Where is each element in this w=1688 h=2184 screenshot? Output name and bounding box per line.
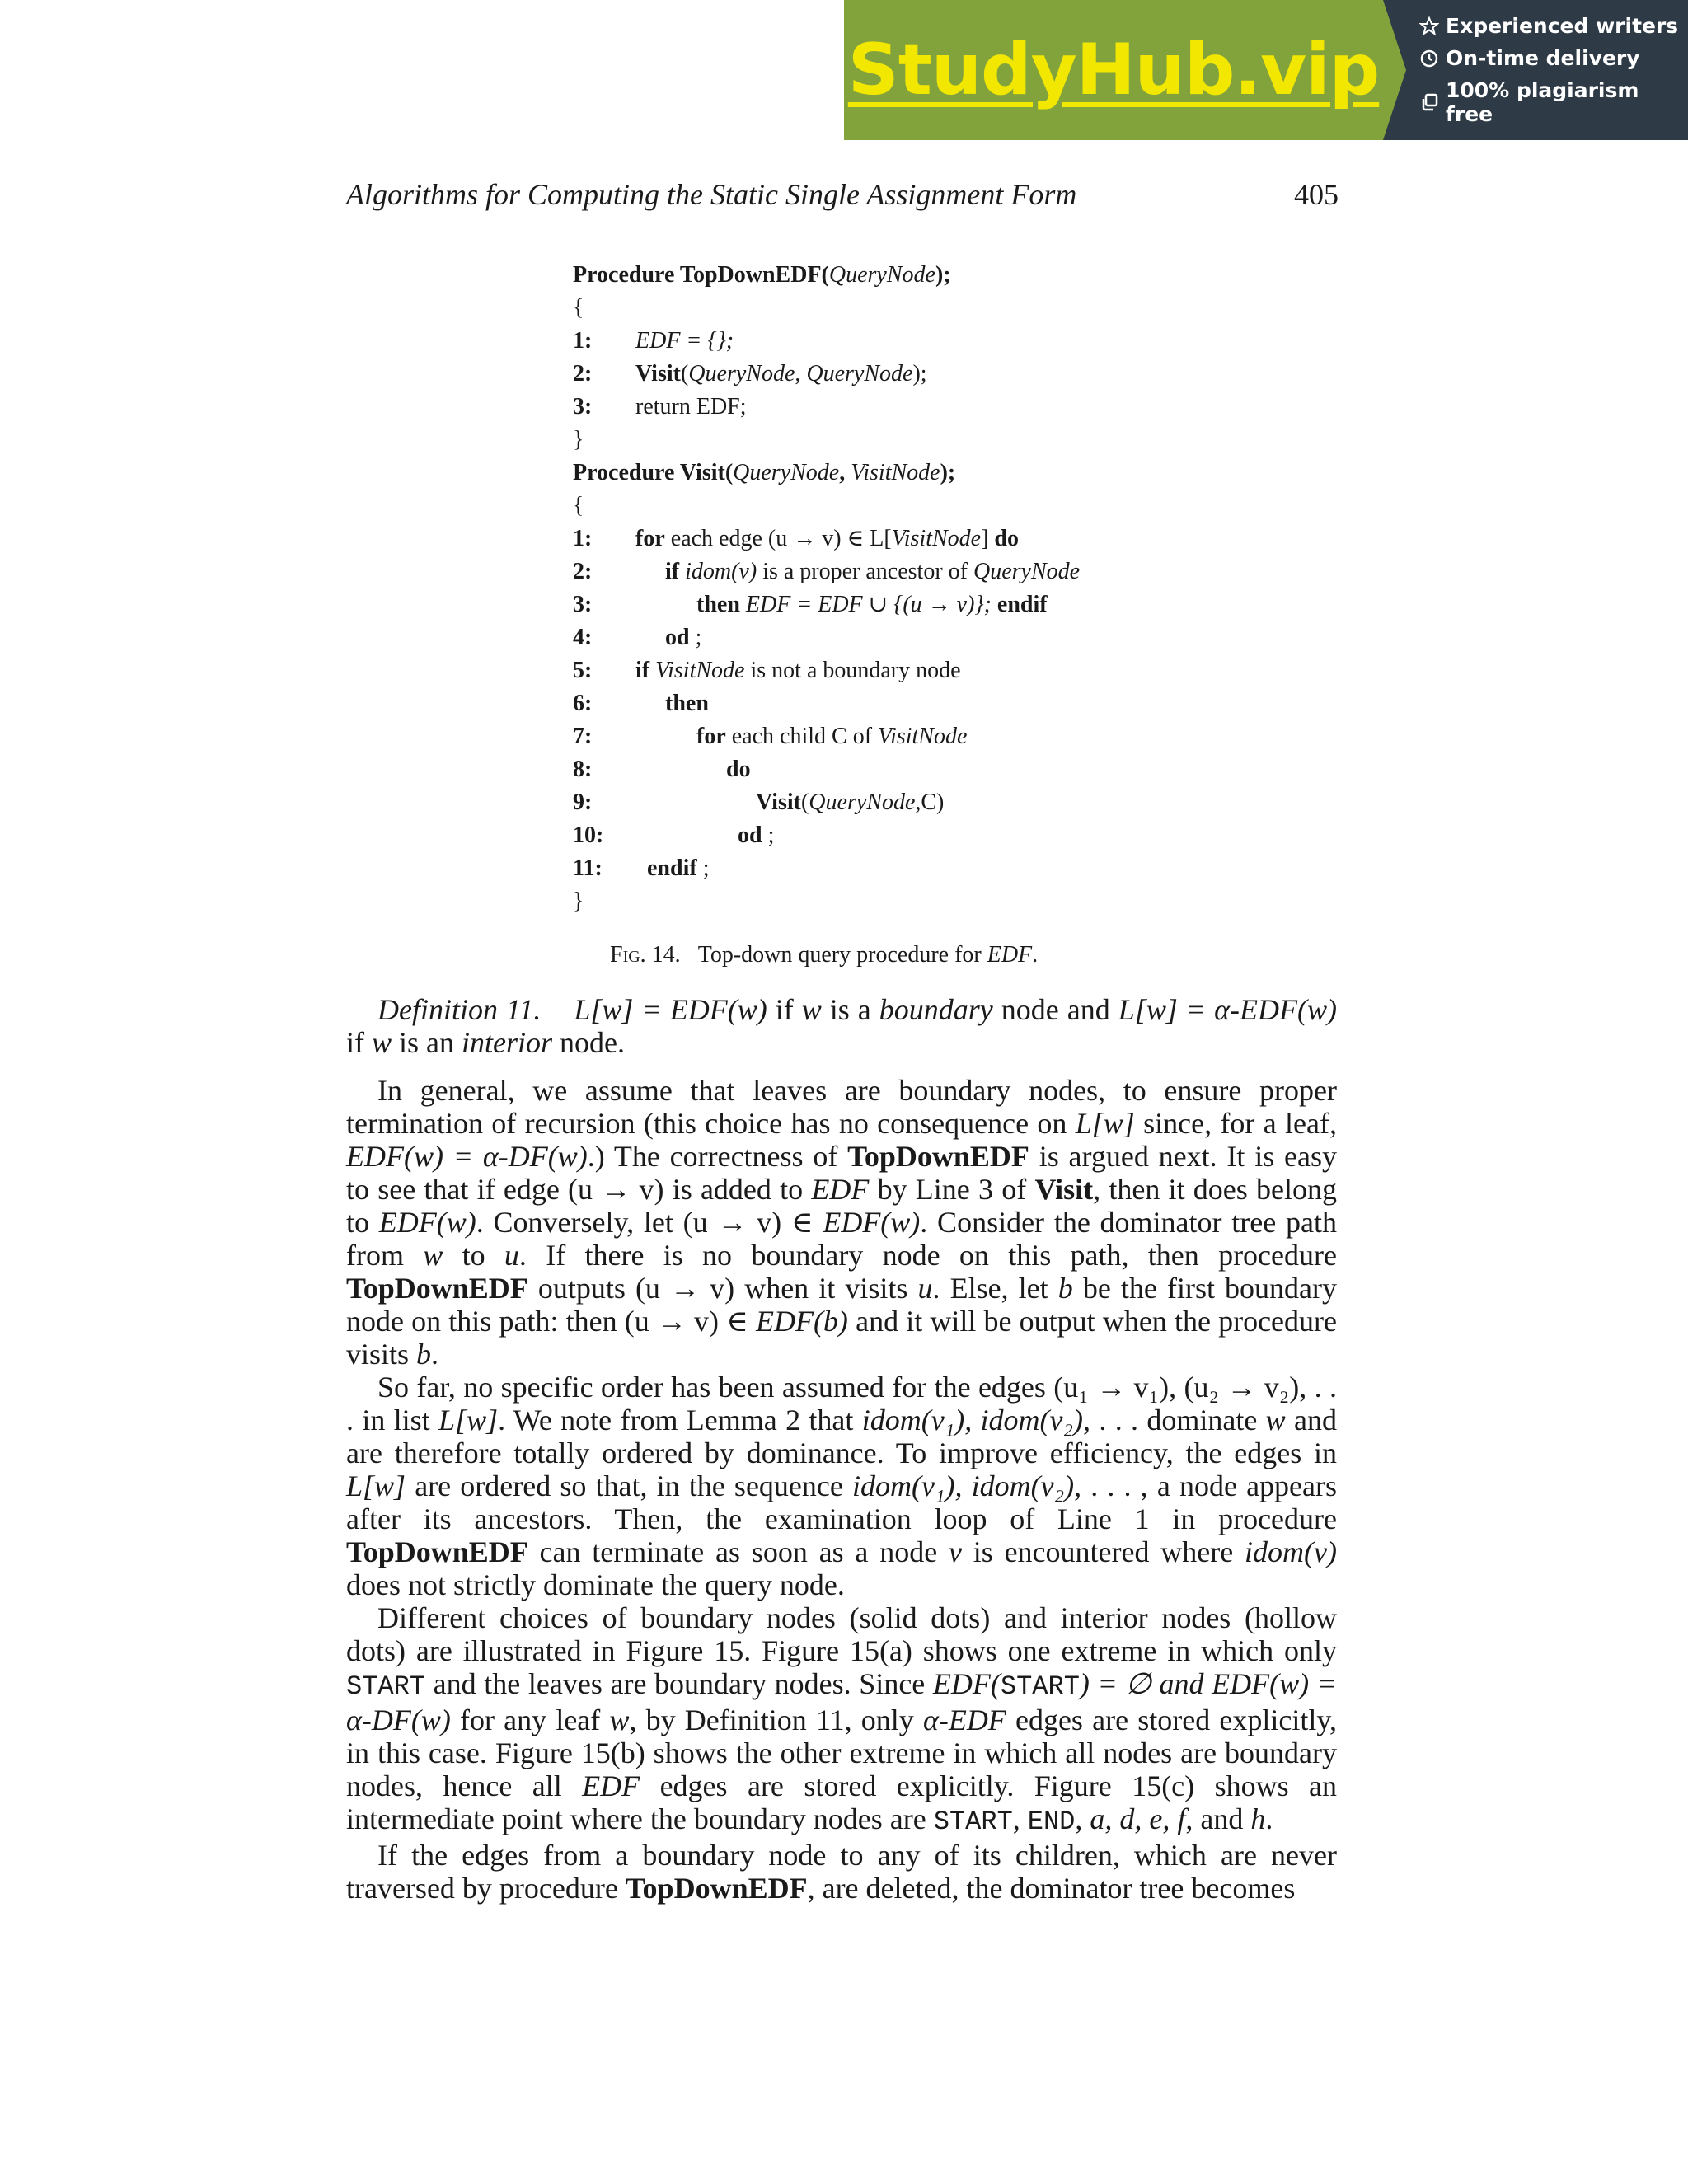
paragraph: In general, we assume that leaves are boundary nodes, to ensure proper termination of recursion (this choice has no consequence on L[w] since, for a leaf, EDF(w) = α-DF(w).) The correctness of TopDownEDF is argued next. It is easy to see that if edge (u → v) is added to EDF by Line 3 of Visit, then it does belong to EDF(w). Conversely, let (u → v) ∈ EDF(w). Consider the dominator tree path from w to u. If there is no boundary node on this path, then procedure TopDownEDF outputs (u → v) when it visits u. Else, let b be the first boundary node on this path: then (u → v) ∈ EDF(b) and it will be output when the procedure visits b. [346, 1074, 1338, 1371]
code-line: Procedure Visit(QueryNode, VisitNode); [573, 460, 956, 485]
code-line: 8: do [573, 757, 751, 782]
definition-11: Definition 11. L[w] = EDF(w) if w is a boundary node and L[w] = α-EDF(w) if w is an interior node. [346, 993, 1337, 1059]
paragraph: If the edges from a boundary node to any of its children, which are never traversed by procedure TopDownEDF, are deleted, the dominator tree becomes [346, 1839, 1337, 1905]
code-line: 2: Visit(QueryNode, QueryNode); [573, 361, 927, 387]
code-line: 4: od ; [573, 625, 702, 650]
code-line: { [573, 493, 584, 518]
code-line: Procedure TopDownEDF(QueryNode); [573, 262, 951, 288]
clock-icon [1419, 49, 1439, 68]
code-line: 5: if VisitNode is not a boundary node [573, 658, 961, 683]
paragraph: So far, no specific order has been assumed for the edges (u₁ → v₁), (u₂ → v₂), . . . in list L[w]. We note from Lemma 2 that idom(v₁), idom(v₂), . . . dominate w and are therefore totally ordered by dominance. To improve efficiency, the edges in L[w] are ordered so that, in the sequence idom(v₁), idom(v₂), . . . , a node appears after its ancestors. Then, the examination loop of Line 1 in procedure TopDownEDF can terminate as soon as a node v is encountered where idom(v) does not strictly dominate the query node. [346, 1371, 1337, 1601]
body-text [346, 993, 1337, 1905]
code-listing [573, 259, 1315, 918]
copy-icon [1419, 92, 1439, 112]
code-line: 7: for each child C of VisitNode [573, 724, 968, 749]
code-line: 9: Visit(QueryNode,C) [573, 790, 945, 815]
page-number: 405 [1294, 178, 1339, 211]
banner-logo-area [844, 0, 1383, 140]
code-line: 3: then EDF = EDF ∪ {(u → v)}; endif [573, 592, 1048, 617]
code-line: 2: if idom(v) is a proper ancestor of QueryNode [573, 559, 1081, 584]
banner-divider [1383, 0, 1406, 140]
studyhub-banner[interactable] [844, 0, 1688, 140]
code-line: } [573, 427, 584, 452]
code-line: 1: for each edge (u → v) ∈ L[VisitNode] do [573, 526, 1019, 551]
feature-on-time-delivery: On-time delivery [1419, 46, 1688, 70]
banner-features [1406, 0, 1688, 140]
code-line: 10: od ; [573, 823, 775, 848]
code-line: 6: then [573, 691, 709, 716]
star-icon [1419, 16, 1439, 36]
studyhub-logo: StudyHub.vip [847, 29, 1380, 111]
code-line: 11: endif ; [573, 855, 710, 881]
figure-caption: Fig. 14. Top-down query procedure for EDF. [610, 942, 1039, 968]
feature-experienced-writers: Experienced writers [1419, 14, 1688, 38]
code-line: } [573, 888, 584, 914]
code-line: { [573, 295, 584, 321]
running-title: Algorithms for Computing the Static Single Assignment Form [346, 178, 1077, 211]
code-line: 1: EDF = {}; [573, 328, 734, 354]
code-line: 3: return EDF; [573, 394, 747, 419]
running-head [346, 177, 1339, 212]
paragraph: Different choices of boundary nodes (solid dots) and interior nodes (hollow dots) are illustrated in Figure 15. Figure 15(a) shows one extreme in which only START and the leaves are boundary nodes. Since EDF(START) = ∅ and EDF(w) = α-DF(w) for any leaf w, by Definition 11, only α-EDF edges are stored explicitly, in this case. Figure 15(b) shows the other extreme in which all nodes are boundary nodes, hence all EDF edges are stored explicitly. Figure 15(c) shows an intermediate point where the boundary nodes are START, END, a, d, e, f, and h. [346, 1601, 1338, 1837]
feature-plagiarism-free: 100% plagiarism free [1419, 78, 1688, 126]
